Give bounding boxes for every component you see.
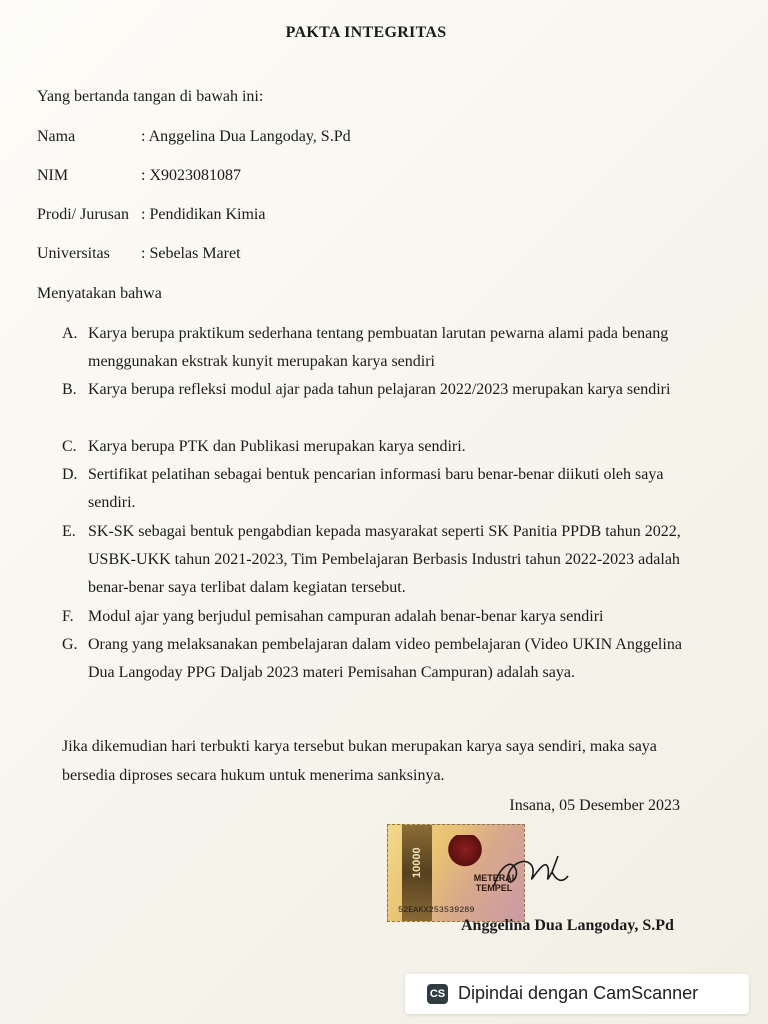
item-text: Karya berupa refleksi modul ajar pada tahun pelajaran 2022/2023 merupakan karya sendiri (88, 381, 671, 398)
item-text: Sertifikat pelatihan sebagai bentuk pencarian informasi baru benar-benar diikuti oleh saya sendiri. (88, 466, 664, 511)
intro-text: Yang bertanda tangan di bawah ini: (37, 88, 264, 105)
field-prodi (37, 206, 266, 224)
stamp-label-line1: METERAI (473, 873, 515, 883)
field-nim (37, 167, 241, 185)
field-label: Universitas (37, 245, 110, 262)
field-label: Nama (37, 128, 76, 145)
closing-statement: Jika dikemudian hari terbukti karya tersebut bukan merupakan karya saya sendiri, maka saya bersedia diproses secara hukum untuk menerima sanksinya. (62, 738, 657, 784)
item-letter: G. (62, 636, 78, 653)
item-text: Karya berupa praktikum sederhana tentang pembuatan larutan pewarna alami pada benang menggunakan ekstrak kunyit merupakan karya sendiri (88, 325, 669, 370)
item-letter: B. (62, 381, 77, 398)
stamp-serial: 52EAKX253539289 (398, 905, 475, 915)
document-title: PAKTA INTEGRITAS (285, 24, 447, 41)
stamp-label-line2: TEMPEL (475, 883, 513, 893)
item-text: Karya berupa PTK dan Publikasi merupakan karya sendiri. (88, 438, 466, 455)
field-nama (37, 128, 351, 146)
handwritten-signature (486, 846, 576, 896)
field-universitas (37, 245, 241, 263)
field-value: : Anggelina Dua Langoday, S.Pd (141, 128, 351, 145)
item-letter: E. (62, 523, 76, 540)
item-letter: C. (62, 438, 77, 455)
camscanner-text: Dipindai dengan CamScanner (458, 983, 699, 1003)
place-date: Insana, 05 Desember 2023 (509, 797, 680, 814)
item-letter: A. (62, 325, 78, 342)
field-value: : X9023081087 (141, 167, 241, 184)
camscanner-badge (405, 974, 749, 1014)
signatory-name: Anggelina Dua Langoday, S.Pd (461, 917, 674, 934)
field-label: NIM (37, 167, 69, 184)
statement-intro: Menyatakan bahwa (37, 285, 162, 302)
item-letter: F. (62, 608, 74, 625)
stamp-value: 10000 (411, 847, 423, 878)
field-label: Prodi/ Jurusan (37, 206, 129, 223)
item-text: Modul ajar yang berjudul pemisahan campuran adalah benar-benar karya sendiri (88, 608, 604, 625)
item-text: Orang yang melaksanakan pembelajaran dalam video pembelajaran (Video UKIN Anggelina Dua Langoday PPG Daljab 2023 materi Pemisahan Campuran) adalah saya. (88, 636, 682, 681)
field-value: : Pendidikan Kimia (141, 206, 266, 223)
item-text: SK-SK sebagai bentuk pengabdian kepada masyarakat seperti SK Panitia PPDB tahun 2022, USBK-UKK tahun 2021-2023, Tim Pembelajaran Berbasis Industri tahun 2022-2023 adalah benar-benar saya terlibat dalam kegiatan tersebut. (88, 523, 681, 596)
camscanner-logo-icon: CS (427, 984, 448, 1004)
field-value: : Sebelas Maret (141, 245, 241, 262)
item-letter: D. (62, 466, 78, 483)
garuda-emblem-icon (448, 835, 482, 871)
